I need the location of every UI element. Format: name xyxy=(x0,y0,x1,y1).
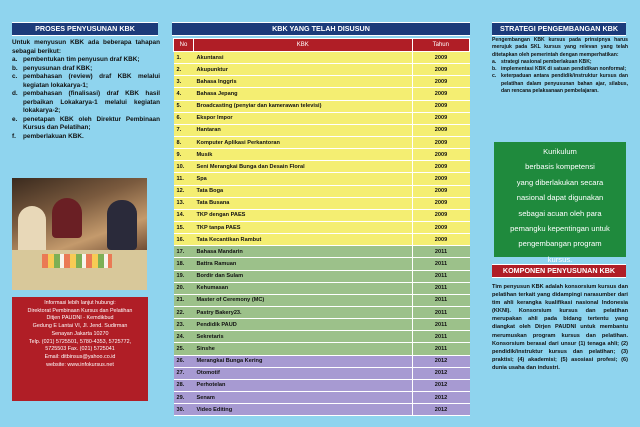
strategi-marker: c. xyxy=(492,73,497,80)
kbk-name: Bahasa Inggris xyxy=(194,76,413,88)
kbk-year: 2011 xyxy=(412,270,470,282)
kbk-row xyxy=(174,100,470,112)
step-text: pembahasan (review) draf KBK melalui kegiatan lokakarya-1; xyxy=(23,73,160,89)
kurikulum-line: kursus. xyxy=(547,254,573,264)
strategi-marker: b. xyxy=(492,66,497,73)
kbk-year: 2009 xyxy=(412,76,470,88)
contact-info-line: Email: ditbinsus@yahoo.co.id xyxy=(44,353,116,360)
kbk-year: 2009 xyxy=(412,52,470,64)
kbk-no: 27. xyxy=(174,367,194,379)
step-marker: c. xyxy=(12,73,18,80)
strategi-intro: Pengembangan KBK kursus pada prinsipnya harus merujuk pada SKL kursus yang relevan yang telah ditetapkan oleh pemerintah dengan memperhatikan: xyxy=(492,37,628,58)
kbk-row xyxy=(174,112,470,124)
kbk-no: 5. xyxy=(174,100,194,112)
kbk-name: Perhotelan xyxy=(194,379,413,391)
kurikulum-line: berbasis kompetensi xyxy=(525,162,595,172)
kbk-year: 2009 xyxy=(412,124,470,136)
kbk-no: 24. xyxy=(174,331,194,343)
kbk-year: 2012 xyxy=(412,367,470,379)
kbk-year: 2011 xyxy=(412,246,470,258)
komponen-body: Tim penyusun KBK adalah konsorsium kursus dan pelatihan terkait yang didampingi narasumber dari tim ahli kerangka kualifikasi nasional Indonesia (KKNI). Konsorsium kursus dan pelatihan merupakan ahli pada bidang tertentu yang diangkat oleh Dirjen PAUDNI untuk membantu merumuskan program kursus dan pelatihan. Konsorsium berasal dari unsur (1) tenaga ahli; (2) pendidik/instruktur kursus dan pelatihan; (3) praktisi; (4) akademisi; (5) asosiasi profesi; (6) dunia usaha dan industri. xyxy=(492,284,628,371)
kbk-row xyxy=(174,185,470,197)
kbk-no: 6. xyxy=(174,112,194,124)
proses-penyusunan-header: PROSES PENYUSUNAN KBK xyxy=(12,22,158,36)
contact-info-line: Gedung E Lantai VI, Jl. Jend. Sudirman xyxy=(32,323,128,330)
kbk-name: Akuntansi xyxy=(194,52,413,64)
step-marker: e. xyxy=(12,115,18,123)
komponen-header: KOMPONEN PENYUSUNAN KBK xyxy=(492,264,626,278)
kbk-row xyxy=(174,52,470,64)
kbk-row xyxy=(174,355,470,367)
kbk-row xyxy=(174,258,470,270)
proses-step xyxy=(12,133,160,142)
kbk-row xyxy=(174,64,470,76)
kurikulum-line: pemangku kepentingan untuk xyxy=(510,224,610,234)
kbk-year: 2009 xyxy=(412,64,470,76)
kbk-year: 2009 xyxy=(412,136,470,148)
kbk-row xyxy=(174,246,470,258)
kbk-year: 2012 xyxy=(412,379,470,391)
kbk-row xyxy=(174,234,470,246)
step-marker: a. xyxy=(12,56,18,63)
kbk-name: Video Editing xyxy=(194,404,413,416)
kbk-year: 2012 xyxy=(412,355,470,367)
kbk-name: Tata Kecantikan Rambut xyxy=(194,234,413,246)
step-marker: b. xyxy=(12,64,18,72)
kbk-name: TKP dengan PAES xyxy=(194,209,413,221)
kbk-year: 2009 xyxy=(412,234,470,246)
kbk-no: 12. xyxy=(174,185,194,197)
kbk-name: Pendidik PAUD xyxy=(194,319,413,331)
strategi-item xyxy=(492,73,628,95)
kbk-name: Tata Boga xyxy=(194,185,413,197)
kbk-name: Master of Ceremony (MC) xyxy=(194,294,413,306)
kbk-no: 1. xyxy=(174,52,194,64)
kbk-name: Hantaran xyxy=(194,124,413,136)
kurikulum-line: pengembangan program xyxy=(518,239,602,249)
kbk-table xyxy=(173,38,470,416)
kbk-year: 2009 xyxy=(412,221,470,233)
contact-info-line: Informasi lebih lanjut hubungi: xyxy=(44,300,116,306)
kbk-row xyxy=(174,270,470,282)
kbk-year: 2009 xyxy=(412,161,470,173)
step-marker: d. xyxy=(12,90,18,97)
kbk-row xyxy=(174,331,470,343)
kbk-name: Sinshe xyxy=(194,343,413,355)
kurikulum-line: sebagai acuan oleh para xyxy=(518,208,602,218)
contact-info-line: 5725503 Fax. (021) 5725041 xyxy=(45,346,115,353)
proses-step xyxy=(12,90,160,116)
kbk-row xyxy=(174,209,470,221)
kurikulum-line: nasional dapat digunakan xyxy=(516,193,604,203)
kbk-name: Komputer Aplikasi Perkantoran xyxy=(194,136,413,148)
kbk-no: 2. xyxy=(174,64,194,76)
proses-step xyxy=(12,116,160,133)
kbk-no: 14. xyxy=(174,209,194,221)
kbk-name: Bordir dan Sulam xyxy=(194,270,413,282)
kbk-row xyxy=(174,76,470,88)
kbk-year: 2011 xyxy=(412,258,470,270)
kbk-no: 22. xyxy=(174,306,194,318)
kbk-no: 11. xyxy=(174,173,194,185)
kbk-row xyxy=(174,149,470,161)
kurikulum-line: Kurikulum xyxy=(543,147,577,156)
kbk-no: 17. xyxy=(174,246,194,258)
kbk-row xyxy=(174,379,470,391)
strategi-text: strategi nasional pemberlakuan KBK; xyxy=(501,58,592,65)
kbk-no: 13. xyxy=(174,197,194,209)
kbk-row xyxy=(174,88,470,100)
contact-info-line: Ditjen PAUDNI - Kemdikbud xyxy=(46,315,114,322)
kbk-row xyxy=(174,319,470,331)
strategi-text: implementasi KBK di satuan pendidikan nonformal; xyxy=(501,66,627,73)
kbk-year: 2012 xyxy=(412,391,470,403)
step-marker: f. xyxy=(12,132,16,140)
kbk-no: 19. xyxy=(174,270,194,282)
step-text: pemberlakuan KBK. xyxy=(23,132,84,140)
kbk-year: 2011 xyxy=(412,294,470,306)
kbk-row xyxy=(174,221,470,233)
kbk-name: Battra Ramuan xyxy=(194,258,413,270)
strategi-list xyxy=(492,59,628,95)
contact-info-line: website: www.infokursus.net xyxy=(46,361,114,368)
strategi-marker: a. xyxy=(492,58,497,65)
strategi-item xyxy=(492,59,628,66)
kbk-no: 20. xyxy=(174,282,194,294)
kbk-name: Ekspor Impor xyxy=(194,112,413,124)
kbk-no: 8. xyxy=(174,136,194,148)
kbk-year: 2009 xyxy=(412,185,470,197)
col-kbk: KBK xyxy=(194,39,413,52)
kbk-year: 2009 xyxy=(412,112,470,124)
kbk-name: Musik xyxy=(194,149,413,161)
kbk-row xyxy=(174,197,470,209)
col-tahun: Tahun xyxy=(412,39,470,52)
kbk-row xyxy=(174,391,470,403)
proses-steps-list xyxy=(12,56,160,141)
kbk-row xyxy=(174,124,470,136)
kbk-no: 16. xyxy=(174,234,194,246)
col-no: No xyxy=(174,39,194,52)
proses-step xyxy=(12,73,160,90)
step-text: penyusunan draf KBK; xyxy=(23,64,93,72)
kbk-workshop-photo xyxy=(12,178,147,290)
kbk-name: Tata Busana xyxy=(194,197,413,209)
kbk-row xyxy=(174,294,470,306)
kbk-no: 7. xyxy=(174,124,194,136)
kbk-no: 18. xyxy=(174,258,194,270)
kurikulum-line: yang diberlakukan secara xyxy=(516,177,604,187)
proses-intro: Untuk menyusun KBK ada beberapa tahapan sebagai berikut: xyxy=(12,39,160,55)
kbk-name: Kehumasan xyxy=(194,282,413,294)
kbk-row xyxy=(174,136,470,148)
strategi-body xyxy=(492,37,628,95)
kbk-year: 2009 xyxy=(412,197,470,209)
kbk-row xyxy=(174,306,470,318)
kbk-name: Bahasa Mandarin xyxy=(194,246,413,258)
proses-step xyxy=(12,65,160,74)
strategi-header: STRATEGI PENGEMBANGAN KBK xyxy=(492,22,626,36)
kbk-year: 2011 xyxy=(412,282,470,294)
kbk-row xyxy=(174,173,470,185)
contact-info-line: Direktorat Pembinaan Kursus dan Pelatihan xyxy=(27,307,133,314)
kbk-name: TKP tanpa PAES xyxy=(194,221,413,233)
kbk-year: 2012 xyxy=(412,404,470,416)
kbk-no: 4. xyxy=(174,88,194,100)
kbk-name: Sekretaris xyxy=(194,331,413,343)
kbk-no: 9. xyxy=(174,149,194,161)
kbk-no: 28. xyxy=(174,379,194,391)
kbk-no: 23. xyxy=(174,319,194,331)
kbk-no: 30. xyxy=(174,404,194,416)
kbk-row xyxy=(174,404,470,416)
kbk-year: 2011 xyxy=(412,319,470,331)
kbk-name: Pastry Bakery23. xyxy=(194,306,413,318)
proses-step xyxy=(12,56,160,65)
kurikulum-highlight-box xyxy=(494,142,626,264)
contact-info-box xyxy=(12,297,148,401)
kbk-name: Seni Merangkai Bunga dan Desain Floral xyxy=(194,161,413,173)
kbk-name: Otomotif xyxy=(194,367,413,379)
kbk-year: 2009 xyxy=(412,209,470,221)
kbk-year: 2011 xyxy=(412,306,470,318)
kbk-no: 15. xyxy=(174,221,194,233)
contact-info-line: Telp. (021) 5725501, 5780-4353, 5725772, xyxy=(28,338,132,345)
kbk-year: 2009 xyxy=(412,173,470,185)
kbk-row xyxy=(174,161,470,173)
kbk-row xyxy=(174,282,470,294)
kbk-no: 25. xyxy=(174,343,194,355)
kbk-row xyxy=(174,367,470,379)
kbk-no: 3. xyxy=(174,76,194,88)
kbk-table-header: KBK YANG TELAH DISUSUN xyxy=(172,22,470,36)
step-text: pembahasan (finalisasi) draf KBK hasil perbaikan Lokakarya-1 melalui kegiatan lokakarya-2; xyxy=(23,90,160,114)
kbk-no: 26. xyxy=(174,355,194,367)
strategi-item xyxy=(492,66,628,73)
kbk-year: 2011 xyxy=(412,343,470,355)
contact-info-line: Senayan Jakarta 10270 xyxy=(51,330,109,337)
kbk-year: 2009 xyxy=(412,149,470,161)
proses-penyusunan-body xyxy=(12,39,160,141)
kbk-name: Broadcasting (penyiar dan kamerawan televisi) xyxy=(194,100,413,112)
kbk-name: Spa xyxy=(194,173,413,185)
kbk-name: Bahasa Jepang xyxy=(194,88,413,100)
step-text: penetapan KBK oleh Direktur Pembinaan Kursus dan Pelatihan; xyxy=(23,115,160,131)
kbk-no: 21. xyxy=(174,294,194,306)
kbk-year: 2011 xyxy=(412,331,470,343)
kbk-name: Akupunktur xyxy=(194,64,413,76)
step-text: pembentukan tim penyusun draf KBK; xyxy=(23,56,140,63)
strategi-text: keterpaduan antara pendidik/instruktur kursus dan pelatihan dalam penyusunan bahan ajar, silabus, dan rencana pelaksanaan pembelajaran. xyxy=(501,73,628,95)
kbk-name: Senam xyxy=(194,391,413,403)
kbk-row xyxy=(174,343,470,355)
kbk-year: 2009 xyxy=(412,100,470,112)
kbk-no: 10. xyxy=(174,161,194,173)
kbk-year: 2009 xyxy=(412,88,470,100)
kbk-no: 29. xyxy=(174,391,194,403)
kbk-name: Merangkai Bunga Kering xyxy=(194,355,413,367)
